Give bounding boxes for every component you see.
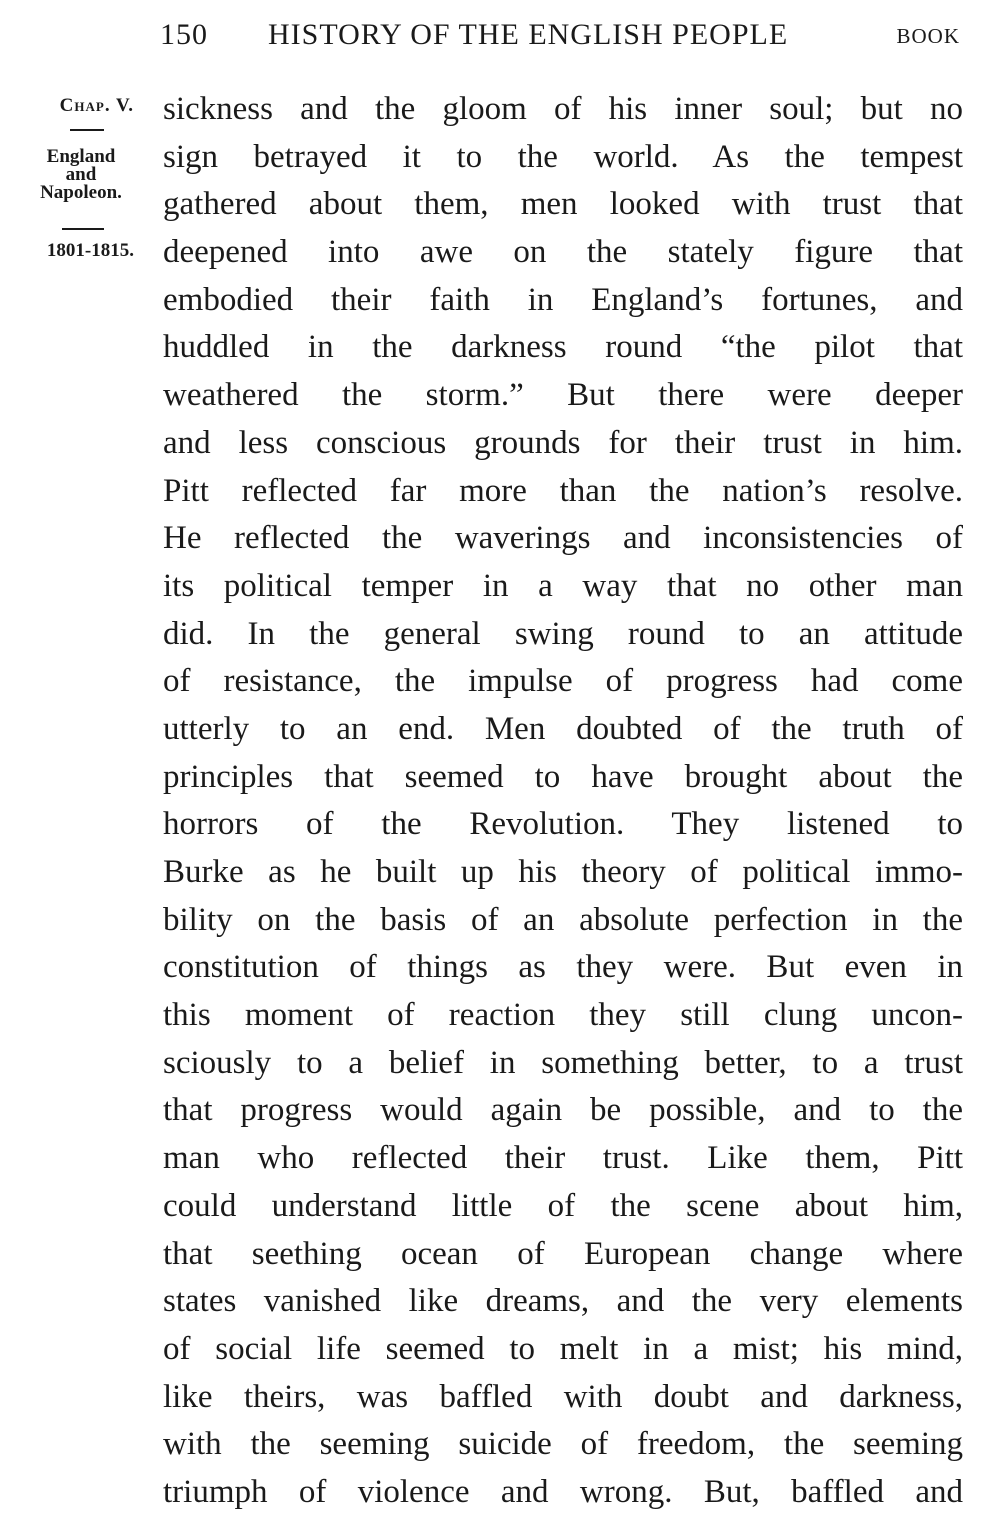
text-line: constitution of things as they were. But even in xyxy=(163,949,963,986)
text-line: that seething ocean of European change where xyxy=(163,1235,963,1272)
text-line: He reflected the waverings and inconsistencies of xyxy=(163,520,963,557)
text-line: bility on the basis of an absolute perfection in the xyxy=(163,901,963,938)
text-line: like theirs, was baffled with doubt and darkness, xyxy=(163,1378,963,1415)
text-line: with the seeming suicide of freedom, the seeming xyxy=(163,1426,963,1463)
text-line: could understand little of the scene about him, xyxy=(163,1187,963,1224)
page-number: 150 xyxy=(160,18,208,51)
text-line: deepened into awe on the stately figure that xyxy=(163,234,963,271)
text-line: of resistance, the impulse of progress had come xyxy=(163,663,963,700)
sidenote-dates: 1801-1815. xyxy=(46,240,134,261)
text-line: embodied their faith in England’s fortunes, and xyxy=(163,281,963,318)
sidenote-topic-line-1: England xyxy=(46,146,116,167)
sidenote-chapter: Chap. V. xyxy=(59,95,134,116)
text-line: of social life seemed to melt in a mist; his mind, xyxy=(163,1330,963,1367)
text-line: weathered the storm.” But there were deeper xyxy=(163,377,963,414)
running-title: HISTORY OF THE ENGLISH PEOPLE xyxy=(268,18,789,51)
text-line: Pitt reflected far more than the nation’s resolve. xyxy=(163,472,963,509)
text-line: man who reflected their trust. Like them, Pitt xyxy=(163,1140,963,1177)
text-line: and less conscious grounds for their trust in him. xyxy=(163,424,963,461)
text-line: horrors of the Revolution. They listened to xyxy=(163,806,963,843)
body-text xyxy=(163,86,963,1517)
running-header xyxy=(160,14,960,54)
text-line: Burke as he built up his theory of political immo- xyxy=(163,854,963,890)
text-line: sciously to a belief in something better, to a trust xyxy=(163,1044,963,1081)
text-line: sickness and the gloom of his inner soul; but no xyxy=(163,91,963,127)
book-label: BOOK xyxy=(896,24,960,48)
sidenote-rule-2 xyxy=(62,228,104,230)
text-line: did. In the general swing round to an attitude xyxy=(163,615,963,652)
sidenote-topic xyxy=(18,146,134,204)
text-line: utterly to an end. Men doubted of the truth of xyxy=(163,710,963,747)
sidenote-topic-line-3: Napoleon. xyxy=(40,182,122,203)
text-line: this moment of reaction they still clung uncon- xyxy=(163,997,963,1034)
text-line: triumph of violence and wrong. But, baffled and xyxy=(163,1473,963,1510)
text-line: its political temper in a way that no other man xyxy=(163,567,963,604)
text-line: principles that seemed to have brought about the xyxy=(163,758,963,795)
sidenote-dates-box xyxy=(18,240,134,262)
text-line: states vanished like dreams, and the very elements xyxy=(163,1283,963,1320)
margin-sidenote xyxy=(18,95,134,117)
text-line: sign betrayed it to the world. As the tempest xyxy=(163,138,963,175)
text-line: huddled in the darkness round “the pilot that xyxy=(163,329,963,366)
text-line: gathered about them, men looked with trust that xyxy=(163,186,963,223)
sidenote-rule-1 xyxy=(70,129,104,131)
text-line: that progress would again be possible, and to the xyxy=(163,1092,963,1129)
sidenote-topic-line-2: and xyxy=(65,164,97,185)
